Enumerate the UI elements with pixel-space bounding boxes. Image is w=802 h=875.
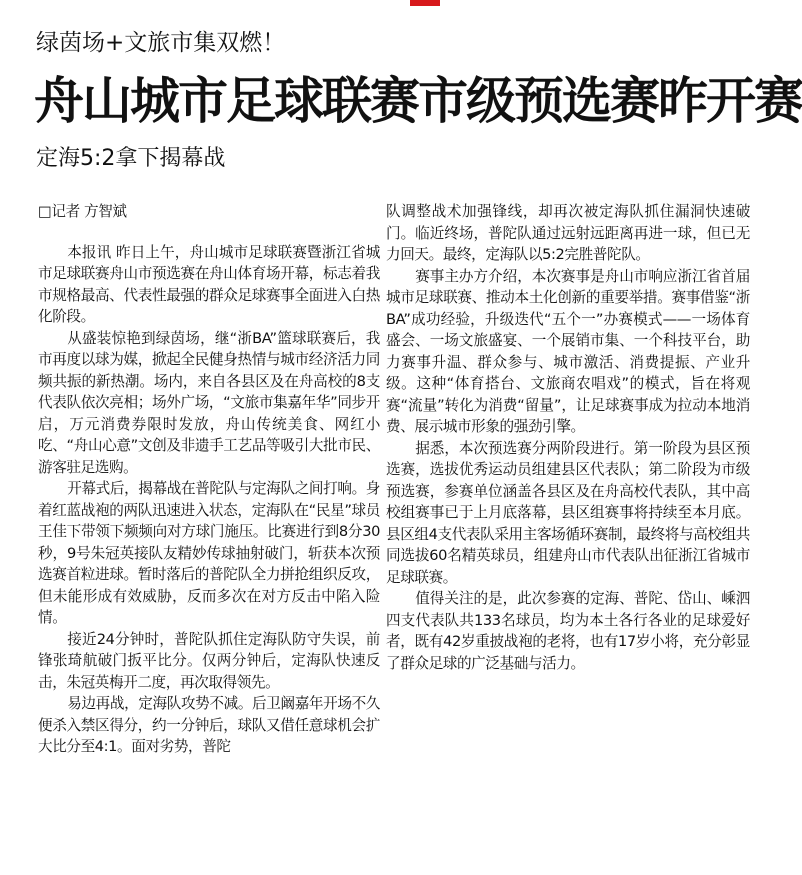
paragraph-second-half: 易边再战，定海队攻势不减。后卫阚嘉年开场不久便杀入禁区得分，约一分钟后，球队又借任意球机会扩大比分至4:1。面对劣势，普陀 xyxy=(38,695,380,755)
subheadline: 定海5:2拿下揭幕战 xyxy=(36,146,226,171)
byline: □记者 方智斌 xyxy=(38,203,127,220)
paragraph-format: 据悉，本次预选赛分两阶段进行。第一阶段为县区预选赛，选拔优秀运动员组建县区代表队；第二阶段为市级预选赛，参赛单位涵盖各县区及在舟高校代表队，其中高校组赛事已于上月底落幕，县区组赛事将持续至本月底。县区组4支代表队采用主客场循环赛制，最终将与高校组共同选拔60名精英球员，组建舟山市代表队出征浙江省城市足球联赛。 xyxy=(386,439,750,586)
paragraph-first-half: 接近24分钟时，普陀队抓住定海队防守失误，前锋张琦航破门扳平比分。仅两分钟后，定海队快速反击，朱冠英梅开二度，再次取得领先。 xyxy=(38,630,380,691)
paragraph-organizer: 赛事主办方介绍，本次赛事是舟山市响应浙江省首届城市足球联赛、推动本土化创新的重要举措。赛事借鉴“浙BA”成功经验，升级迭代“五个一”办赛模式——一场体育盛会、一场文旅盛宴、一个展销市集、一个科技平台，助力赛事升温、群众参与、城市激活、消费提振、产业升级。这种“体育搭台、文旅商农唱戏”的模式，旨在将观赛“流量”转化为消费“留量”，让足球赛事成为拉动本地消费、展示城市形象的强劲引擎。 xyxy=(386,267,750,435)
paragraph-players: 值得关注的是，此次参赛的定海、普陀、岱山、嵊泗四支代表队共133名球员，均为本土各行各业的足球爱好者，既有42岁重披战袍的老将，也有17岁小将，充分彰显了群众足球的广泛基础与活力。 xyxy=(386,590,750,672)
article-column-left xyxy=(38,201,380,758)
article-column-right xyxy=(386,201,750,674)
paragraph-match-end: 队调整战术加强锋线，却再次被定海队抓住漏洞快速破门。临近终场，普陀队通过远射远距离再进一球，但已无力回天。最终，定海队以5:2完胜普陀队。 xyxy=(386,203,750,263)
paragraph-opening-match: 开幕式后，揭幕战在普陀队与定海队之间打响。身着红蓝战袍的两队迅速进入状态，定海队在“民星”球员王佳下带领下频频向对方球门施压。比赛进行到8分30秒，9号朱冠英接队友精妙传球抽射破门，斩获本次预选赛首粒进球。暂时落后的普陀队全力拼抢组织反攻，但未能形成有效威胁，反而多次在对方反击中陷入险情。 xyxy=(38,480,380,626)
kicker-line: 绿茵场+文旅市集双燃！ xyxy=(36,30,286,56)
paragraph-lead: 本报讯 昨日上午，舟山城市足球联赛暨浙江省城市足球联赛舟山市预选赛在舟山体育场开幕，标志着我市规格最高、代表性最强的群众足球赛事全面进入白热化阶段。 xyxy=(38,243,380,325)
top-red-mark xyxy=(410,0,440,6)
headline: 舟山城市足球联赛市级预选赛昨开赛 xyxy=(34,72,802,130)
paragraph-venue: 从盛装惊艳到绿茵场，继“浙BA”篮球联赛后，我市再度以球为媒，掀起全民健身热情与城市经济活力同频共振的新热潮。场内，来自各县区及在舟高校的8支代表队依次亮相；场外广场，“文旅市集嘉年华”同步开启，万元消费券限时发放，舟山传统美食、网红小吃、“舟山心意”文创及非遗手工艺品等吸引大批市民、游客驻足选购。 xyxy=(38,329,380,476)
